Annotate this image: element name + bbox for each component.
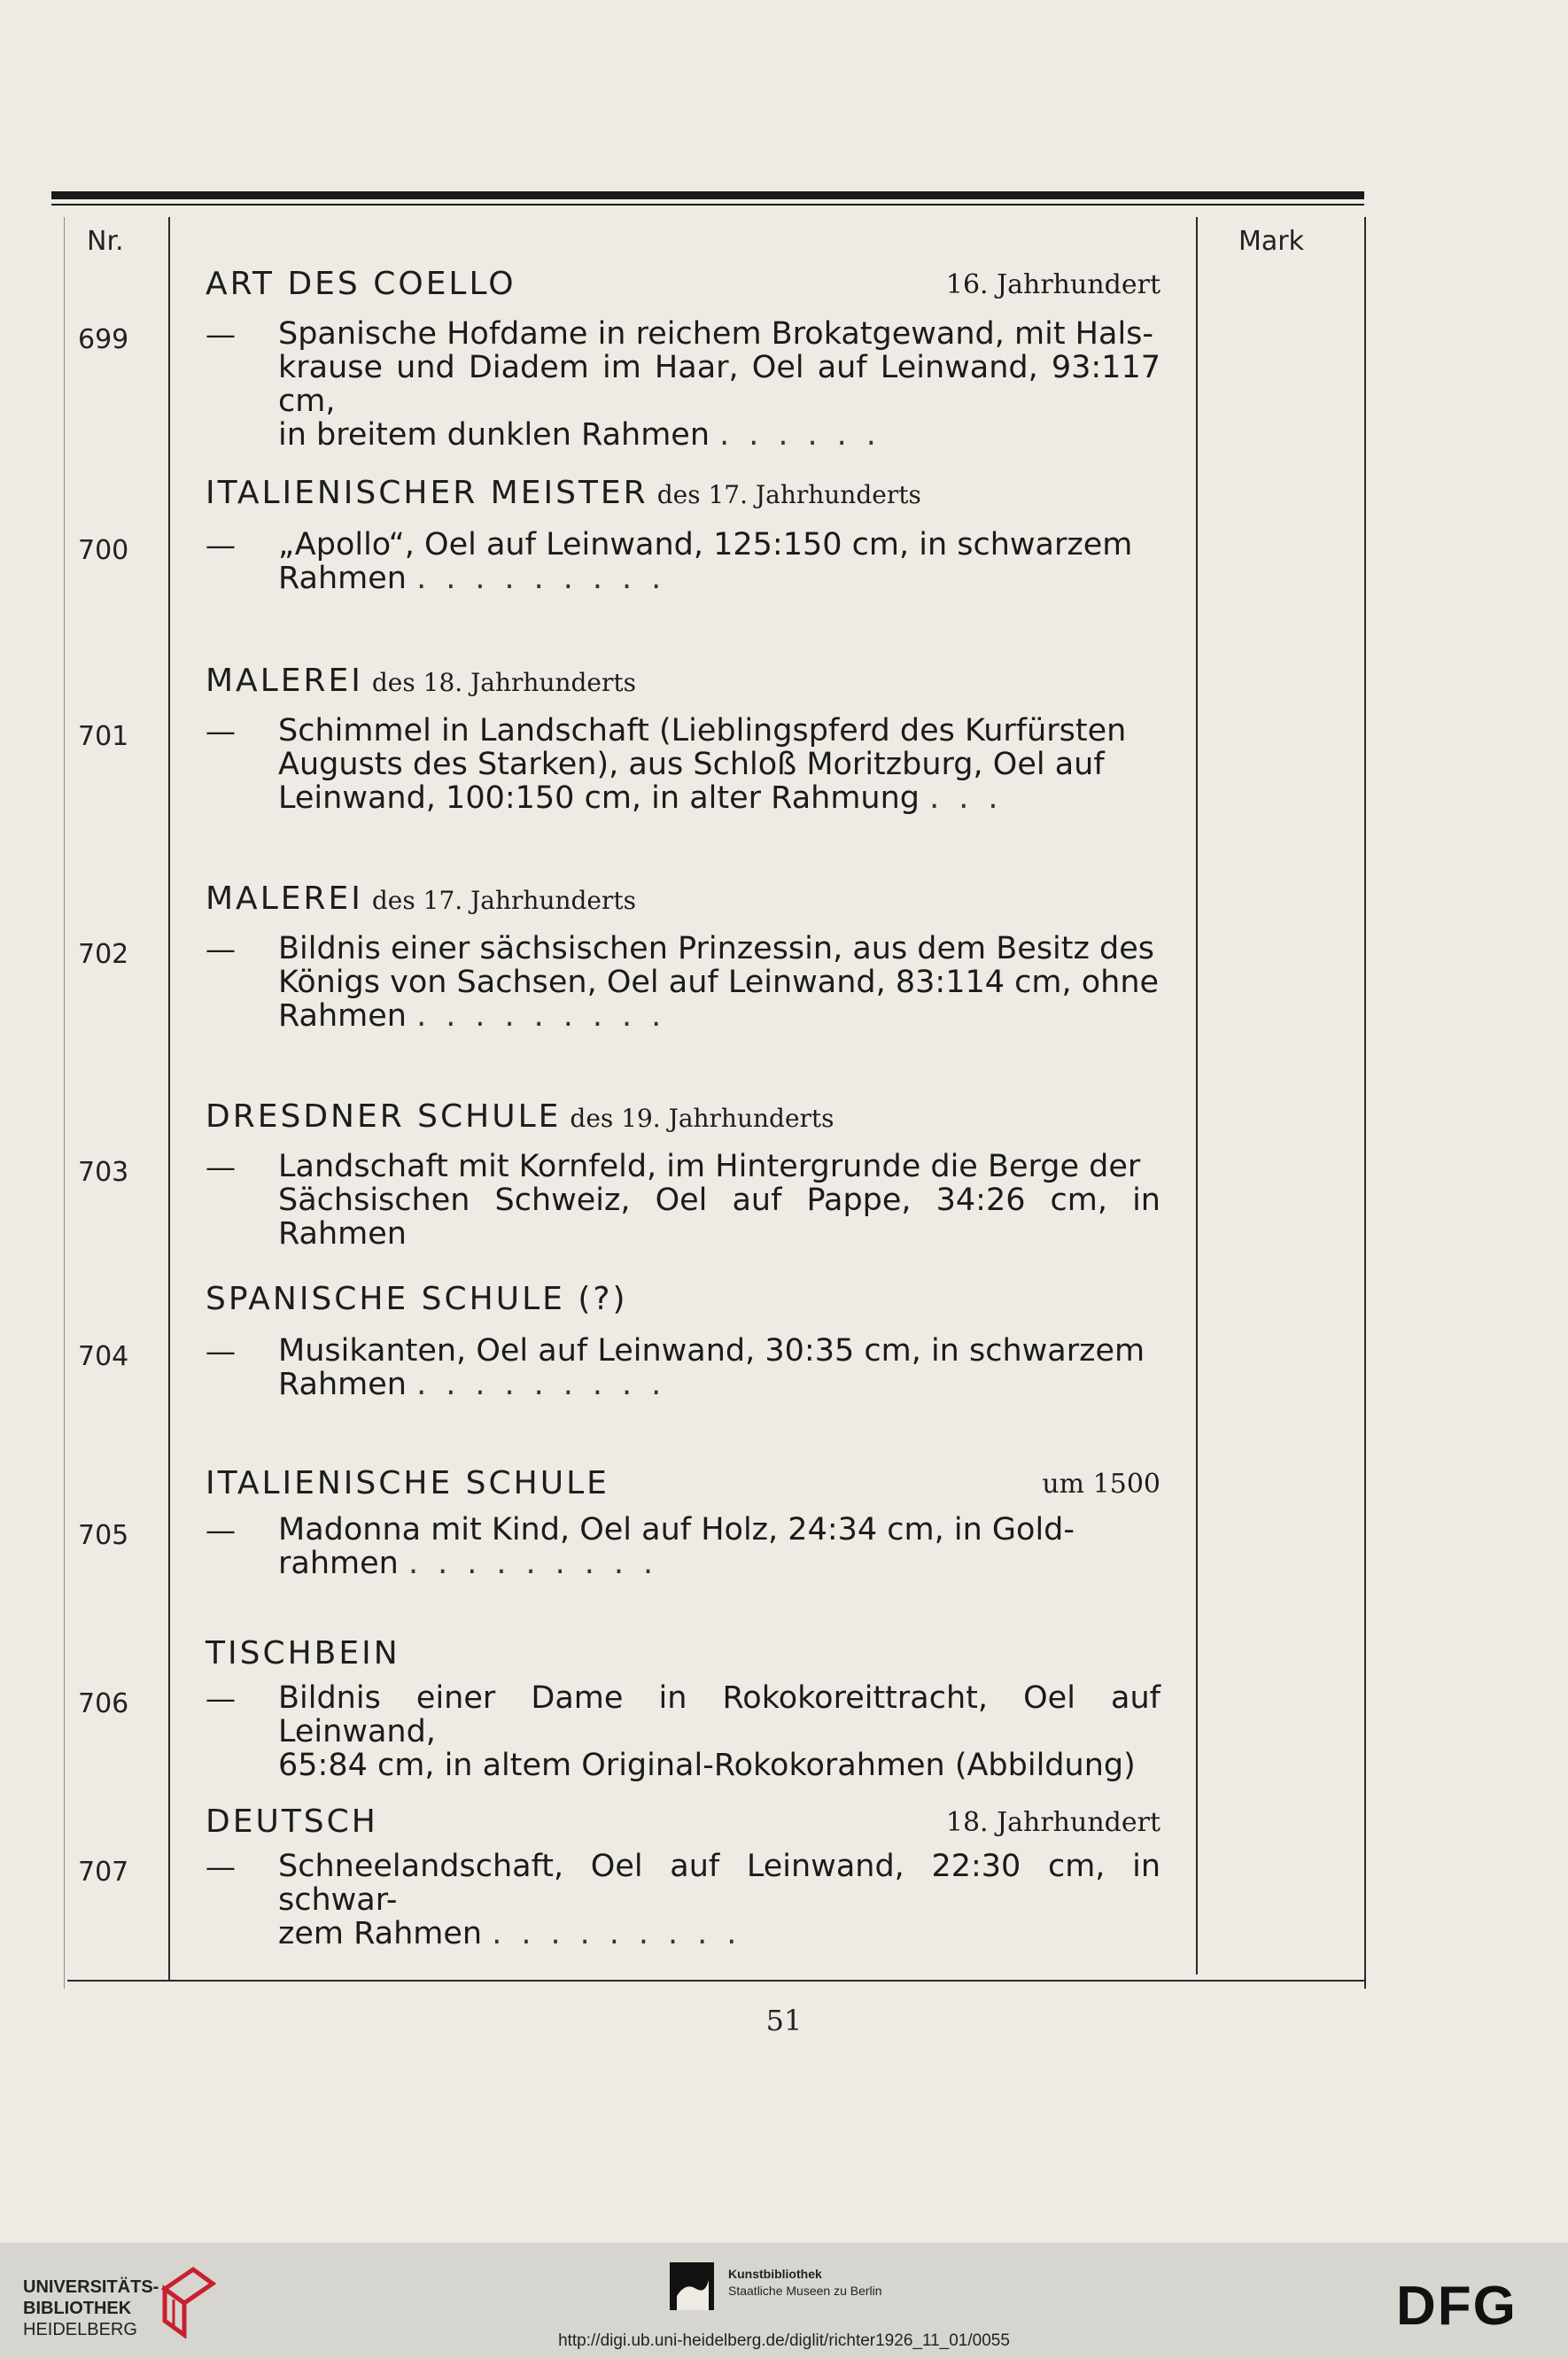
description-line: Sächsischen Schweiz, Oel auf Pappe, 34:26 cm, in Rahmen	[278, 1183, 1160, 1252]
entry-date: um 1500	[1042, 1469, 1160, 1500]
entry-number: 707	[78, 1857, 129, 1888]
entry-dash: —	[206, 932, 236, 967]
description-line: Bildnis einer sächsischen Prinzessin, aus dem Besitz des	[278, 931, 1154, 966]
entry-heading: TISCHBEIN	[206, 1635, 400, 1672]
column-header-nr: Nr.	[87, 226, 124, 257]
permalink-url[interactable]: http://digi.ub.uni-heidelberg.de/diglit/richter1926_11_01/0055	[558, 2331, 1010, 2350]
entry-description	[278, 932, 1160, 1033]
entry-description	[278, 1681, 1160, 1782]
description-line: rahmen .........	[278, 1546, 673, 1581]
entry-heading: DRESDNER SCHULE des 19. Jahrhunderts	[206, 1098, 834, 1135]
frame-left-line	[64, 217, 65, 1989]
description-line: Landschaft mit Kornfeld, im Hintergrunde die Berge der	[278, 1149, 1141, 1184]
entry-heading: MALEREI des 18. Jahrhunderts	[206, 663, 637, 699]
entry-number: 704	[78, 1341, 129, 1372]
description-line: zem Rahmen .........	[278, 1916, 757, 1951]
entry-description	[278, 528, 1160, 595]
entry-description	[278, 1513, 1160, 1580]
column-header-mark: Mark	[1238, 226, 1304, 257]
entry-dash: —	[206, 1513, 236, 1548]
entry-description	[278, 714, 1160, 815]
description-line: Leinwand, 100:150 cm, in alter Rahmung ...	[278, 780, 1018, 816]
entry-dash: —	[206, 1681, 236, 1717]
entry-description	[278, 1850, 1160, 1951]
kunstbibliothek-logo-icon[interactable]	[670, 2262, 714, 2310]
description-line: Augusts des Starken), aus Schloß Moritzburg, Oel auf	[278, 747, 1105, 782]
description-line: Musikanten, Oel auf Leinwand, 30:35 cm, in schwarzem	[278, 1333, 1145, 1369]
description-line: in breitem dunklen Rahmen ......	[278, 417, 896, 453]
entry-number: 706	[78, 1688, 129, 1719]
entry-dash: —	[206, 317, 236, 353]
entry-heading: ITALIENISCHE SCHULE um 1500	[206, 1465, 1160, 1501]
mark-column-divider	[1196, 217, 1198, 1974]
entry-description	[278, 317, 1160, 452]
description-line: Rahmen .........	[278, 561, 681, 596]
entry-number: 702	[78, 939, 129, 970]
entry-heading: ART DES COELLO 16. Jahrhundert	[206, 266, 1160, 302]
description-line: Rahmen .........	[278, 998, 681, 1034]
entry-description	[278, 1150, 1160, 1251]
entry-number: 699	[78, 324, 129, 355]
entry-dash: —	[206, 714, 236, 749]
entry-heading: ITALIENISCHER MEISTER des 17. Jahrhunderts	[206, 475, 921, 511]
frame-right-line	[1364, 217, 1366, 1989]
description-line: Madonna mit Kind, Oel auf Holz, 24:34 cm, in Gold-	[278, 1512, 1075, 1547]
description-line: Bildnis einer Dame in Rokokoreittracht, Oel auf Leinwand,	[278, 1680, 1160, 1749]
description-line: „Apollo“, Oel auf Leinwand, 125:150 cm, in schwarzem	[278, 527, 1133, 562]
entry-heading: DEUTSCH 18. Jahrhundert	[206, 1803, 1160, 1840]
entry-number: 701	[78, 721, 129, 752]
entry-date: 18. Jahrhundert	[945, 1807, 1160, 1838]
ub-heidelberg-logo-icon[interactable]	[158, 2264, 220, 2339]
top-rule-thin	[51, 204, 1364, 206]
page-number: 51	[765, 2004, 803, 2037]
ub-heidelberg-label[interactable]: UNIVERSITÄTS- BIBLIOTHEK HEIDELBERG	[23, 2277, 159, 2339]
digitization-footer	[0, 2243, 1568, 2358]
entry-number: 705	[78, 1520, 129, 1551]
entry-heading: MALEREI des 17. Jahrhunderts	[206, 880, 637, 917]
entry-description	[278, 1334, 1160, 1401]
entry-dash: —	[206, 1850, 236, 1885]
description-line: Spanische Hofdame in reichem Brokatgewand, mit Hals-	[278, 316, 1154, 352]
dfg-logo[interactable]: DFG	[1396, 2276, 1518, 2337]
entry-number: 703	[78, 1157, 129, 1188]
description-line: Rahmen .........	[278, 1367, 681, 1402]
description-line: Schimmel in Landschaft (Lieblingspferd des Kurfürsten	[278, 713, 1127, 749]
description-line: Königs von Sachsen, Oel auf Leinwand, 83:114 cm, ohne	[278, 965, 1160, 1000]
entry-dash: —	[206, 1334, 236, 1369]
description-line: krause und Diadem im Haar, Oel auf Leinwand, 93:117 cm,	[278, 350, 1160, 419]
entry-number: 700	[78, 535, 129, 566]
entry-dash: —	[206, 1150, 236, 1185]
description-line: 65:84 cm, in altem Original-Rokokorahmen (Abbildung)	[278, 1748, 1136, 1783]
bottom-rule	[67, 1980, 1366, 1982]
top-rule-thick	[51, 191, 1364, 199]
nr-column-divider	[168, 217, 170, 1982]
entry-date: 16. Jahrhundert	[945, 269, 1160, 300]
entry-heading: SPANISCHE SCHULE (?)	[206, 1281, 628, 1317]
entry-dash: —	[206, 528, 236, 563]
kunstbibliothek-label[interactable]: Kunstbibliothek Staatliche Museen zu Berlin	[728, 2267, 882, 2298]
description-line: Schneelandschaft, Oel auf Leinwand, 22:30 cm, in schwar-	[278, 1849, 1160, 1918]
